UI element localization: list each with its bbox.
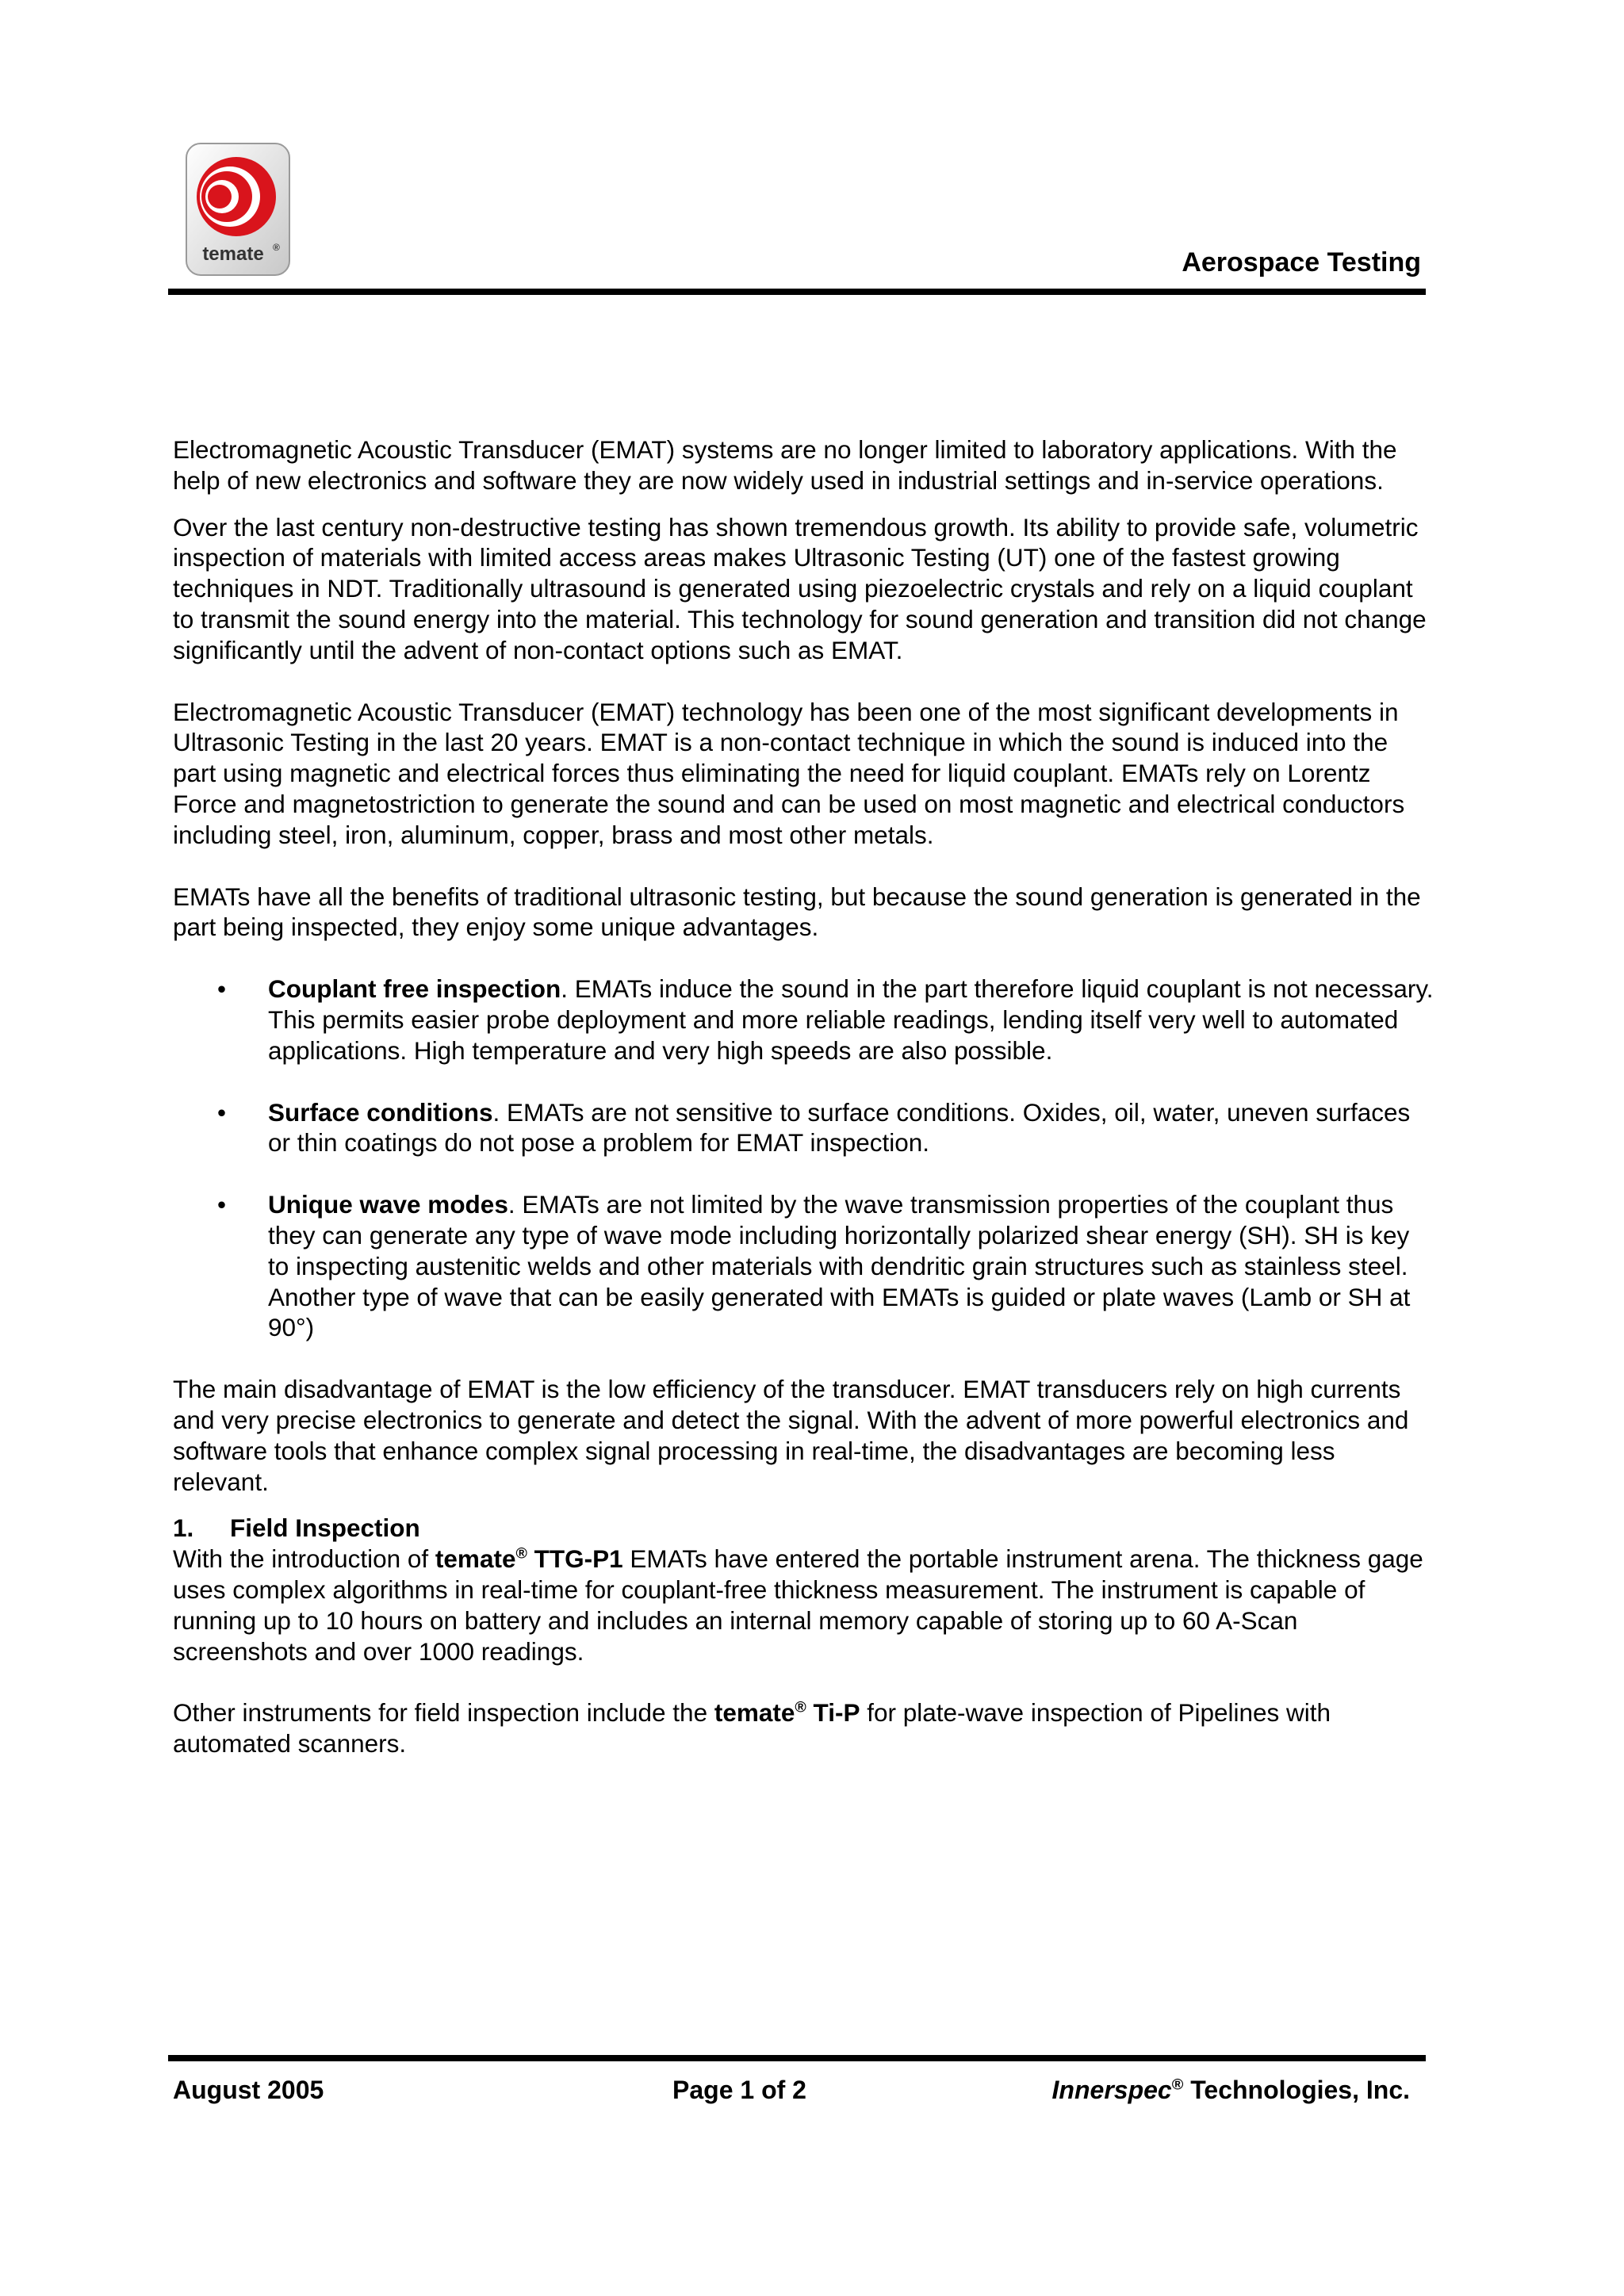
- list-item-text: . EMATs are not sensitive to surface conditions. Oxides, oil, water, uneven surfaces or thin coatings do not pose a problem for EMAT inspection.: [268, 1097, 1411, 1158]
- company-rest: Technologies, Inc.: [1183, 2076, 1410, 2104]
- paragraph-ttg-p1: With the introduction of temate® TTG-P1 EMATs have entered the portable instrument arena. The thickness gage uses complex algorithms in real-time for couplant-free thickness measurement. The instrument is capable of running up to 10 hours on battery and includes an internal memory capable of storing up to 60 A-Scan screenshots and over 1000 readings.: [173, 1544, 1423, 1666]
- brand-name: temate: [435, 1544, 516, 1574]
- temate-logo: [184, 141, 292, 277]
- paragraph-ti-p: Other instruments for field inspection include the temate® Ti-P for plate-wave inspection of Pipelines with automated scanners.: [173, 1698, 1331, 1758]
- footer-company: [1052, 2076, 1410, 2105]
- header-title: Aerospace Testing: [1182, 247, 1421, 277]
- list-item: [173, 1189, 1434, 1343]
- list-item-title: Surface conditions: [268, 1097, 493, 1127]
- document-body: [173, 434, 1434, 1759]
- paragraph-history: Over the last century non-destructive testing has shown tremendous growth. Its ability to provide safe, volumetric inspection of materials with limited access areas makes Ultrasonic Testing (UT) one of the fastest growing techniques in NDT. Traditionally ultrasound is generated using piezoelectric crystals and rely on a liquid couplant to transmit the sound energy into the material. This technology for sound generation and transition did not change significantly until the advent of non-contact options such as EMAT.: [173, 512, 1427, 664]
- list-item: [173, 1097, 1434, 1159]
- company-brand: Innerspec: [1051, 2076, 1172, 2104]
- paragraph-disadvantage: The main disadvantage of EMAT is the low efficiency of the transducer. EMAT transducers rely on high currents and very precise electronics to generate and detect the signal. With the advent of more powerful electronics and software tools that enhance complex signal processing in real-time, the disadvantages are becoming less relevant.: [173, 1375, 1409, 1496]
- list-item-text: . EMATs are not limited by the wave transmission properties of the couplant thus they can generate any type of wave mode including horizontally polarized shear energy (SH). SH is key to inspecting austenitic welds and other materials with dendritic grain structures such as stainless steel. Another type of wave that can be easily generated with EMATs is guided or plate waves (Lamb or SH at 90°): [268, 1190, 1411, 1342]
- footer-date: August 2005: [173, 2076, 324, 2104]
- paragraph-benefits: EMATs have all the benefits of traditional ultrasonic testing, but because the sound generation is generated in the part being inspected, they enjoy some unique advantages.: [173, 882, 1421, 942]
- product-name: Ti-P: [806, 1698, 860, 1728]
- logo-registered-mark: ®: [273, 242, 280, 253]
- logo-wordmark: temate: [202, 243, 264, 265]
- footer-rule: [168, 2055, 1426, 2061]
- paragraph-emat-technology: Electromagnetic Acoustic Transducer (EMAT) technology has been one of the most significant developments in Ultrasonic Testing in the last 20 years. EMAT is a non-contact technique in which the sound is induced into the part using magnetic and electrical forces thus eliminating the need for liquid couplant. EMATs rely on Lorentz Force and magnetostriction to generate the sound and can be used on most magnetic and electrical conductors including steel, iron, aluminum, copper, brass and most other metals.: [173, 697, 1405, 849]
- list-item-text: . EMATs induce the sound in the part therefore liquid couplant is not necessary. This permits easier probe deployment and more reliable readings, lending itself very well to automated applications. High temperature and very high speeds are also possible.: [268, 974, 1434, 1065]
- header-rule: [168, 289, 1426, 295]
- list-item: [173, 974, 1434, 1066]
- brand-name: temate: [714, 1698, 795, 1728]
- section-number: 1.: [173, 1513, 194, 1543]
- product-name: TTG-P1: [527, 1544, 623, 1574]
- section-heading: [173, 1513, 1434, 1544]
- list-item-title: Couplant free inspection: [268, 974, 561, 1004]
- paragraph-intro: Electromagnetic Acoustic Transducer (EMAT) systems are no longer limited to laboratory applications. With the help of new electronics and software they are now widely used in industrial settings and in-service operations.: [173, 435, 1397, 495]
- list-item-title: Unique wave modes: [268, 1190, 508, 1219]
- temate-logo-icon: [184, 141, 292, 277]
- advantages-list: [173, 974, 1434, 1343]
- footer-page-number: Page 1 of 2: [672, 2076, 806, 2104]
- section-title: Field Inspection: [230, 1513, 420, 1543]
- company-registered-mark: ®: [1171, 2076, 1184, 2094]
